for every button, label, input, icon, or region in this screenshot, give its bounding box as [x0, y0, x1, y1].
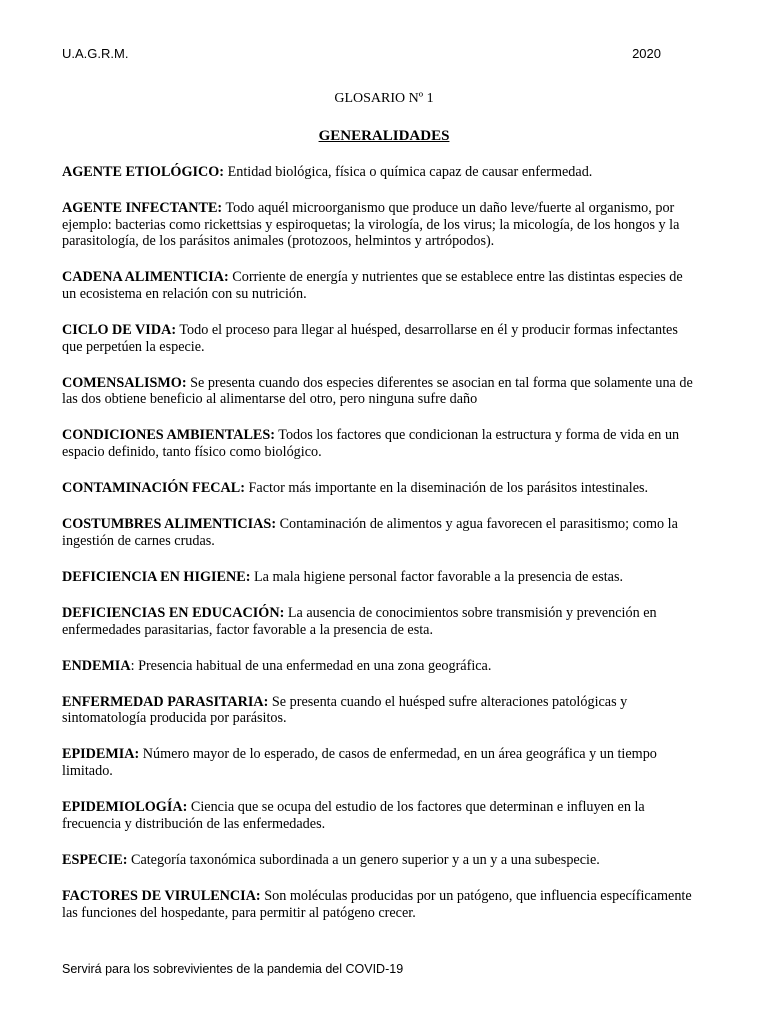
glossary-term: ENFERMEDAD PARASITARIA:: [62, 693, 269, 710]
glossary-term: CICLO DE VIDA:: [62, 322, 177, 339]
glossary-entry: [62, 269, 698, 302]
glossary-entry: [62, 200, 698, 250]
glossary-definition: Factor más importante en la diseminación de los parásitos intestinales.: [245, 480, 649, 497]
glossary-term: EPIDEMIOLOGÍA:: [62, 799, 188, 816]
header-institution: U.A.G.R.M.: [62, 46, 129, 61]
glossary-definition: Todos los factores que condicionan la estructura y forma de vida en un espacio definido, tanto físico como biológico.: [62, 427, 680, 461]
glossary-entry: [62, 694, 698, 727]
glossary-entry: [62, 888, 698, 921]
glossary-entry: [62, 605, 698, 638]
section-heading: GENERALIDADES: [318, 128, 450, 144]
glossary-definition: Entidad biológica, física o química capaz de causar enfermedad.: [224, 164, 593, 180]
glossary-term: FACTORES DE VIRULENCIA:: [62, 887, 261, 904]
glossary-term: DEFICIENCIAS EN EDUCACIÓN:: [62, 605, 285, 621]
glossary-entry: [62, 322, 698, 355]
glossary-definition: Corriente de energía y nutrientes que se establece entre las distintas especies de un ecosistema en relación con su nutrición.: [62, 269, 683, 302]
glossary-entry: [62, 375, 698, 408]
glossary-entry: [62, 799, 698, 832]
glossary-term: CADENA ALIMENTICIA:: [62, 269, 229, 286]
glossary-definition: Son moléculas producidas por un patógeno, que influencia específicamente las funciones del hospedante, para permitir al patógeno crecer.: [62, 887, 692, 921]
glossary-term: ENDEMIA: [62, 657, 131, 674]
glossary-entry: [62, 164, 698, 181]
glossary-definition: : Presencia habitual de una enfermedad en una zona geográfica.: [130, 657, 492, 674]
document-title: GLOSARIO Nº 1: [334, 91, 434, 106]
glossary-definition: Ciencia que se ocupa del estudio de los factores que determinan e influyen en la frecuencia y distribución de las enfermedades.: [62, 799, 645, 832]
glossary-entry: [62, 658, 698, 675]
glossary-definition: Se presenta cuando el huésped sufre alteraciones patológicas y sintomatología producida por parásitos.: [62, 693, 628, 727]
glossary-entry: [62, 516, 698, 549]
footer-note: Servirá para los sobrevivientes de la pandemia del COVID-19: [62, 962, 404, 976]
glossary-definition: Número mayor de lo esperado, de casos de enfermedad, en un área geográfica y un tiempo limitado.: [62, 746, 657, 780]
glossary-list: [62, 164, 698, 941]
glossary-term: COMENSALISMO:: [62, 374, 187, 391]
glossary-entry: [62, 852, 698, 869]
glossary-entry: [62, 569, 698, 586]
glossary-entry: [62, 480, 698, 497]
glossary-term: CONDICIONES AMBIENTALES:: [62, 427, 275, 444]
glossary-definition: Todo el proceso para llegar al huésped, desarrollarse en él y producir formas infectantes que perpetúen la especie.: [62, 322, 678, 355]
glossary-term: COSTUMBRES ALIMENTICIAS:: [62, 516, 277, 533]
glossary-term: DEFICIENCIA EN HIGIENE:: [62, 568, 251, 585]
glossary-definition: Todo aquél microorganismo que produce un daño leve/fuerte al organismo, por ejemplo: bacterias como rickettsias y espiroquetas; la virología, de los virus; la micología, de los hongos y la parasitología, de los parásitos animales (protozoos, helmintos y artrópodos).: [62, 200, 680, 250]
glossary-term: AGENTE INFECTANTE:: [62, 200, 223, 217]
glossary-term: ESPECIE:: [62, 851, 128, 868]
glossary-entry: [62, 427, 698, 460]
glossary-term: EPIDEMIA:: [62, 746, 140, 763]
glossary-definition: Categoría taxonómica subordinada a un genero superior y a un y a una subespecie.: [127, 851, 600, 868]
glossary-term: AGENTE ETIOLÓGICO:: [62, 164, 225, 180]
glossary-term: CONTAMINACIÓN FECAL:: [62, 480, 245, 497]
glossary-definition: La mala higiene personal factor favorable a la presencia de estas.: [250, 568, 624, 585]
glossary-definition: Se presenta cuando dos especies diferentes se asocian en tal forma que solamente una de las dos obtiene beneficio al alimentarse del otro, pero ninguna sufre daño: [62, 374, 693, 408]
glossary-definition: La ausencia de conocimientos sobre transmisión y prevención en enfermedades parasitarias, factor favorable a la presencia de esta.: [62, 605, 657, 638]
header-year: 2020: [632, 46, 661, 61]
glossary-entry: [62, 746, 698, 779]
glossary-definition: Contaminación de alimentos y agua favorecen el parasitismo; como la ingestión de carnes crudas.: [62, 516, 678, 549]
